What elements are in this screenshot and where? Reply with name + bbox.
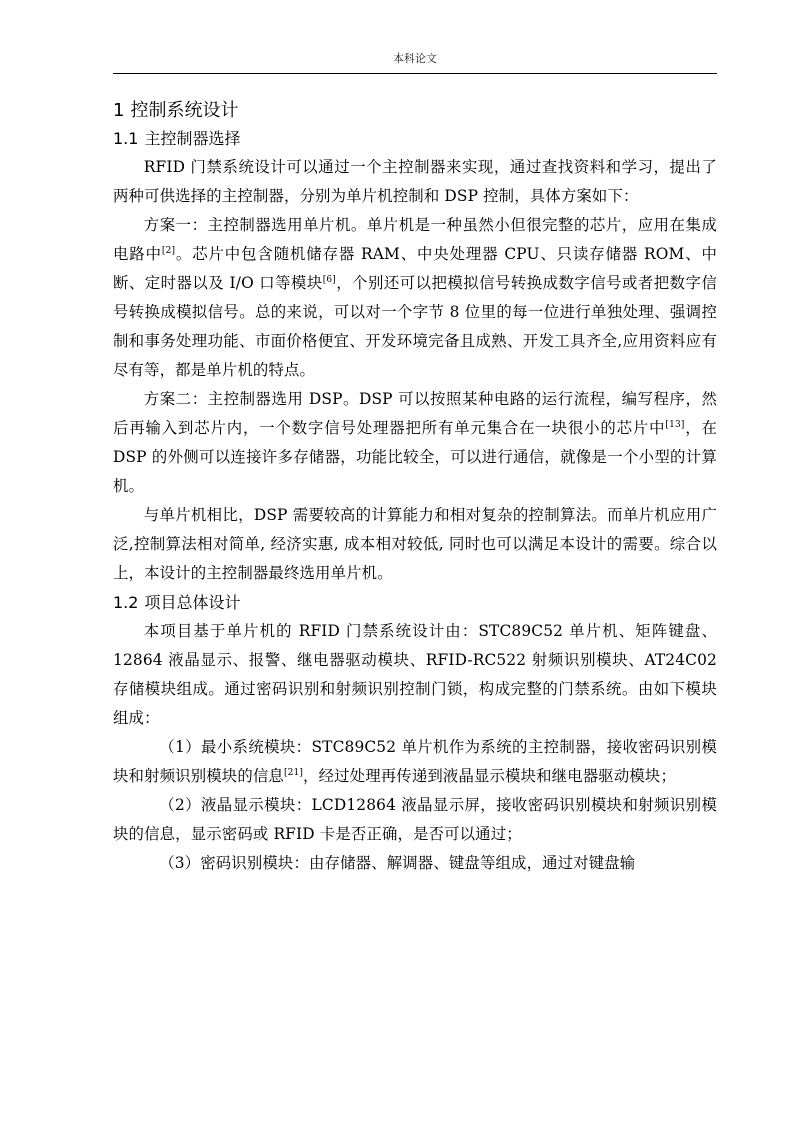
section-title: 控制系统设计: [130, 100, 239, 121]
header-rule: [113, 73, 717, 74]
citation: [21]: [283, 767, 304, 778]
paragraph-plan-2: [113, 385, 717, 501]
paragraph-intro: RFID 门禁系统设计可以通过一个主控制器来实现，通过查找资料和学习，提出了两种可供选择的主控制器，分别为单片机控制和 DSP 控制，具体方案如下：: [113, 158, 717, 205]
subsection-heading-1-1: [113, 124, 717, 153]
subsection-title: 主控制器选择: [144, 129, 241, 148]
list-item-3: （3）密码识别模块：由存储器、解调器、键盘等组成，通过对键盘输: [159, 854, 636, 872]
item1-text-a: （1）最小系统模块：STC89C52 单片机作为系统的主控制器，接收密码识别模块和射频识别模块的信息: [113, 738, 717, 785]
citation: [13]: [665, 419, 685, 430]
subsection-number: 1.1: [113, 129, 139, 148]
section-number: 1: [113, 100, 125, 121]
list-item-1: [113, 733, 717, 791]
paragraph-plan-1: [113, 211, 717, 385]
section-heading-1: [113, 97, 717, 124]
paragraph-conclusion: 与单片机相比，DSP 需要较高的计算能力和相对复杂的控制算法。而单片机应用广泛,控制算法相对简单, 经济实惠, 成本相对较低, 同时也可以满足本设计的需要。综合以上，本设计的主控制器最终选用单片机。: [113, 506, 717, 582]
citation: [2]: [161, 245, 176, 256]
page-header: 本科论文: [393, 52, 437, 65]
plan1-text-b: 。芯片中包含随机储存器 RAM、中央处理器 CPU、只读存储器 ROM、中断、定时器以及 I/O 口等模块: [113, 245, 717, 292]
subsection-number: 1.2: [113, 593, 139, 612]
item1-text-b: ，经过处理再传递到液晶显示模块和继电器驱动模块；: [303, 767, 677, 785]
page-body: [113, 97, 717, 878]
subsection-heading-1-2: [113, 588, 717, 617]
plan1-text-c: ，个别还可以把模拟信号转换成数字信号或者把数字信号转换成模拟信号。总的来说，可以对一个字节 8 位里的每一位进行单独处理、强调控制和事务处理功能、市面价格便宜、开发环境完备且成熟、开发工具齐全,应用资料应有尽有等，都是单片机的特点。: [113, 274, 717, 379]
subsection-title: 项目总体设计: [144, 593, 241, 612]
plan1-text-a: 方案一：主控制器选用单片机。单片机是一种虽然小但很完整的芯片，应用在集成电路中: [113, 216, 717, 263]
paragraph-overview: 本项目基于单片机的 RFID 门禁系统设计由：STC89C52 单片机、矩阵键盘、12864 液晶显示、报警、继电器驱动模块、RFID-RC522 射频识别模块、AT24C02 存储模块组成。通过密码识别和射频识别控制门锁，构成完整的门禁系统。由如下模块组成：: [113, 622, 717, 727]
plan2-text-b: ，在 DSP 的外侧可以连接许多存储器，功能比较全，可以进行通信，就像是一个小型的计算机。: [113, 419, 717, 495]
citation: [6]: [322, 274, 336, 285]
list-item-2: （2）液晶显示模块：LCD12864 液晶显示屏，接收密码识别模块和射频识别模块的信息，显示密码或 RFID 卡是否正确，是否可以通过；: [113, 796, 717, 843]
plan2-text-a: 方案二：主控制器选用 DSP。DSP 可以按照某种电路的运行流程，编写程序，然后再输入到芯片内，一个数字信号处理器把所有单元集合在一块很小的芯片中: [113, 390, 717, 437]
